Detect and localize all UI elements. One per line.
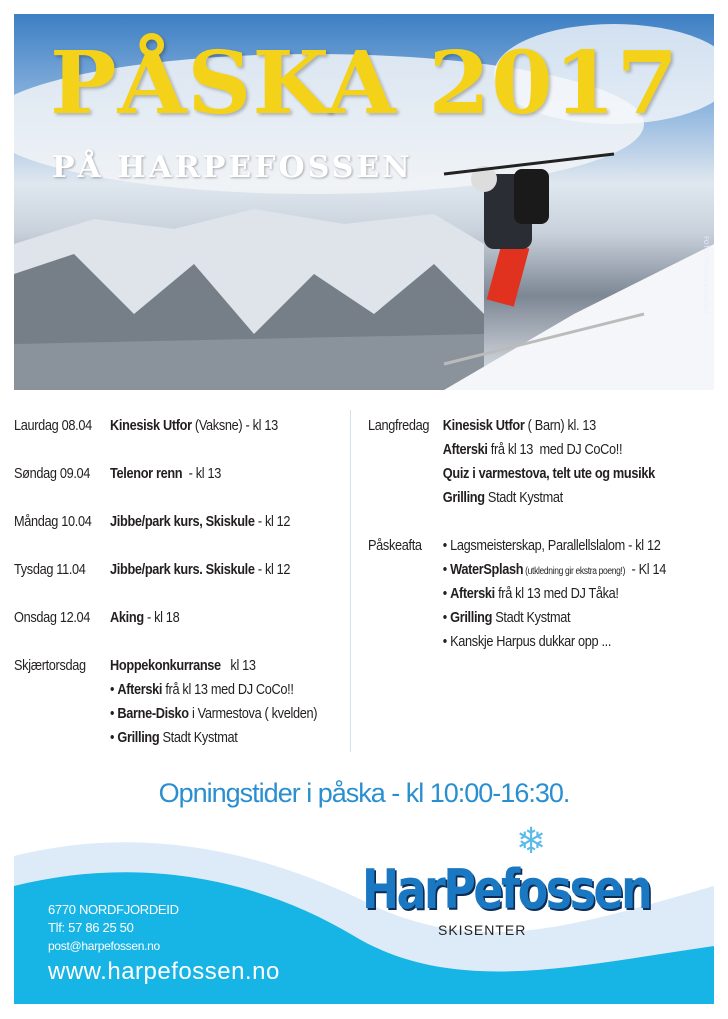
- day-indent: [368, 558, 436, 582]
- schedule-event: [110, 606, 179, 630]
- event-detail: - kl 18: [143, 609, 180, 626]
- event-name: Jibbe/park kurs, Skiskule: [110, 513, 255, 530]
- schedule-event: [110, 558, 290, 582]
- schedule-event: [110, 726, 237, 750]
- schedule-left: [14, 414, 354, 750]
- event-name: Grilling: [442, 489, 485, 506]
- poster-subtitle: PÅ HARPEFOSSEN: [52, 150, 413, 185]
- schedule-row: [14, 726, 354, 750]
- poster-title: PÅSKA 2017: [50, 33, 680, 134]
- schedule-row: [368, 414, 725, 438]
- event-name: Quiz i varmestova, telt ute og musikk: [442, 465, 655, 482]
- event-detail: frå kl 13 med DJ CoCo!!: [162, 681, 294, 698]
- schedule-right: [368, 414, 725, 654]
- schedule-row: [14, 606, 354, 630]
- schedule-row: [14, 702, 354, 726]
- schedule-row: [368, 438, 725, 462]
- event-name: Aking: [110, 609, 144, 626]
- schedule-day: Måndag 10.04: [14, 513, 92, 530]
- event-detail: i Varmestova ( kvelden): [188, 705, 318, 722]
- event-detail: (utkledning gir ekstra poeng!): [523, 566, 626, 577]
- schedule-row: [368, 582, 725, 606]
- schedule-row: [368, 486, 725, 510]
- day-indent: [14, 678, 103, 702]
- schedule-event: [443, 414, 596, 438]
- day-indent: [368, 582, 436, 606]
- event-detail: ( Barn) kl. 13: [524, 417, 596, 434]
- event-detail: Stadt Kystmat: [492, 609, 571, 626]
- event-name: Kinesisk Utfor: [442, 417, 525, 434]
- row-spacer: [368, 510, 725, 534]
- schedule-day: Søndag 09.04: [14, 465, 91, 482]
- event-detail: - kl 13: [182, 465, 222, 482]
- schedule-event: [110, 462, 221, 486]
- snowflake-icon: ❄: [516, 820, 547, 861]
- row-spacer: [14, 486, 354, 510]
- row-spacer: [14, 438, 354, 462]
- schedule-event: [110, 654, 256, 678]
- schedule-row: [14, 678, 354, 702]
- row-spacer: [14, 630, 354, 654]
- schedule-event: [443, 582, 619, 606]
- event-detail: •: [110, 729, 118, 746]
- schedule-event: [443, 630, 611, 654]
- day-indent: [368, 438, 436, 462]
- email-link[interactable]: post@harpefossen.no: [48, 939, 160, 953]
- event-name: Barne-Disko: [117, 705, 189, 722]
- schedule-event: [443, 438, 622, 462]
- event-detail: Stadt Kystmat: [159, 729, 238, 746]
- event-name: Afterski: [117, 681, 163, 698]
- event-name: Grilling: [117, 729, 160, 746]
- event-detail: •: [442, 609, 451, 626]
- schedule-event: [443, 534, 661, 558]
- schedule-day: Laurdag 08.04: [14, 417, 92, 434]
- address: 6770 NORDFJORDEID: [48, 902, 179, 917]
- event-name: Jibbe/park kurs. Skiskule: [110, 561, 255, 578]
- event-detail: Stadt Kystmat: [484, 489, 563, 506]
- event-detail: • Lagsmeisterskap, Parallellslalom - kl 12: [442, 537, 661, 554]
- event-detail: - kl 12: [254, 561, 291, 578]
- event-detail: frå kl 13 med DJ CoCo!!: [487, 441, 623, 458]
- row-spacer: [14, 534, 354, 558]
- day-indent: [368, 462, 436, 486]
- row-spacer: [14, 582, 354, 606]
- logo-wordmark: HarPefossen: [362, 858, 651, 921]
- event-detail: •: [442, 561, 451, 578]
- footer: [14, 820, 714, 1004]
- event-name: Afterski: [450, 585, 495, 602]
- event-detail: •: [110, 705, 118, 722]
- event-name: Kinesisk Utfor: [110, 417, 192, 434]
- schedule-event: [110, 678, 294, 702]
- schedule-day: Tysdag 11.04: [14, 561, 86, 578]
- schedule-day: Skjærtorsdag: [14, 657, 86, 674]
- event-detail: - kl 12: [254, 513, 291, 530]
- day-indent: [14, 726, 103, 750]
- schedule-row: [14, 654, 354, 678]
- schedule-event: [110, 702, 317, 726]
- event-name: Grilling: [450, 609, 493, 626]
- day-indent: [368, 630, 436, 654]
- event-detail: • Kanskje Harpus dukkar opp ...: [442, 633, 612, 650]
- event-name: Afterski: [442, 441, 488, 458]
- day-indent: [368, 486, 436, 510]
- schedule-event: [443, 462, 655, 486]
- column-divider: [350, 410, 351, 752]
- schedule-event: [443, 606, 570, 630]
- schedule-day: Påskeafta: [368, 537, 422, 554]
- event-name: WaterSplash: [450, 561, 524, 578]
- schedule-day: Langfredag: [368, 417, 430, 434]
- schedule-event: [443, 558, 666, 582]
- schedule-row: [14, 414, 354, 438]
- event-detail: - Kl 14: [625, 561, 666, 578]
- event-detail: frå kl 13 med DJ Tåka!: [494, 585, 619, 602]
- schedule-row: [368, 462, 725, 486]
- event-detail: (Vaksne) - kl 13: [191, 417, 278, 434]
- schedule-row: [14, 462, 354, 486]
- phone: Tlf: 57 86 25 50: [48, 920, 134, 935]
- schedule-event: [443, 486, 563, 510]
- schedule-row: [368, 606, 725, 630]
- logo-subtitle: SKISENTER: [438, 922, 527, 938]
- schedule-row: [14, 510, 354, 534]
- event-detail: kl 13: [220, 657, 256, 674]
- event-name: Telenor renn: [110, 465, 183, 482]
- day-indent: [14, 702, 103, 726]
- website-link[interactable]: www.harpefossen.no: [48, 958, 280, 985]
- opening-hours: Opningstider i påska - kl 10:00-16:30.: [158, 778, 570, 808]
- day-indent: [368, 606, 436, 630]
- schedule-event: [110, 510, 290, 534]
- schedule-row: [14, 558, 354, 582]
- event-name: Hoppekonkurranse: [110, 657, 221, 674]
- event-detail: •: [442, 585, 451, 602]
- photo-credit: FOTO: THOMAS BICHARDT: [702, 236, 708, 314]
- schedule-row: [368, 558, 725, 582]
- hero-photo: [14, 14, 714, 390]
- schedule-day: Onsdag 12.04: [14, 609, 91, 626]
- schedule-row: [368, 630, 725, 654]
- event-detail: •: [110, 681, 118, 698]
- schedule-event: [110, 414, 278, 438]
- schedule-row: [368, 534, 725, 558]
